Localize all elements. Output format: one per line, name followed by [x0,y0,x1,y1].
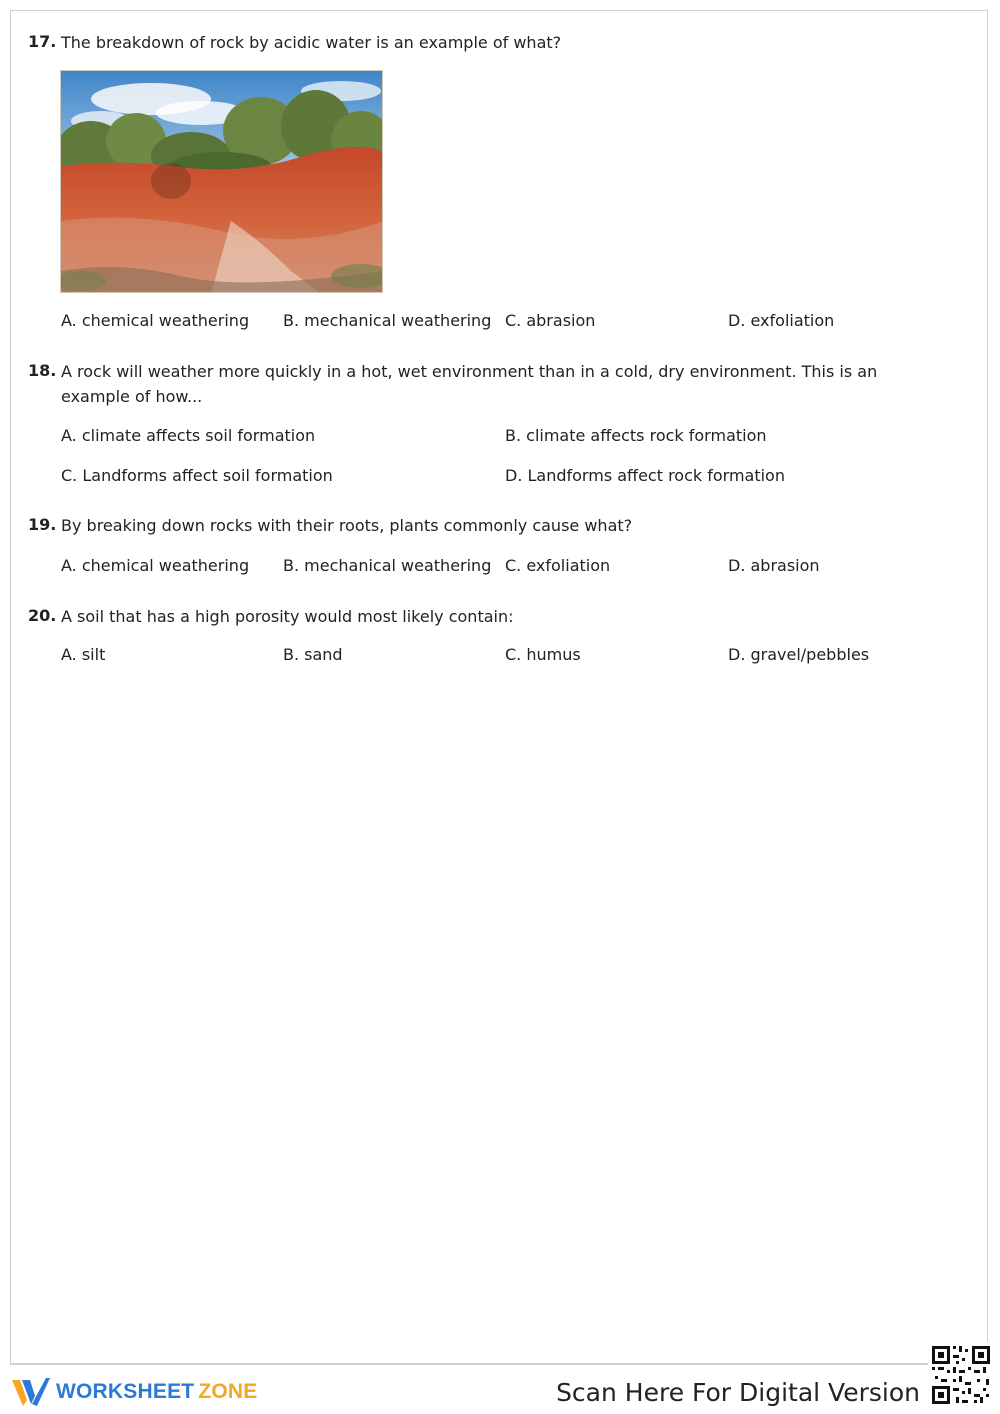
question-17-number: 17. [28,32,57,51]
question-20-number: 20. [28,606,57,625]
question-20-option-b: B. sand [283,645,343,664]
question-20-text: A soil that has a high porosity would most likely contain: [61,607,514,626]
question-19-option-d: D. abrasion [728,556,820,575]
question-20-option-d: D. gravel/pebbles [728,645,870,664]
question-19-option-b: B. mechanical weathering [283,556,492,575]
question-17-text: The breakdown of rock by acidic water is an example of what? [61,33,562,52]
question-17-option-c: C. abrasion [505,311,596,330]
question-18-option-a: A. climate affects soil formation [61,426,316,445]
logo-text-worksheet: WORKSHEET [56,1380,195,1403]
question-18-option-c: C. Landforms affect soil formation [61,466,333,485]
scan-digital-version-text: Scan Here For Digital Version [556,1378,920,1407]
logo-text-zone: ZONE [198,1380,258,1403]
question-18-option-b: B. climate affects rock formation [505,426,767,445]
eroded-soil-bank-photo [60,70,383,293]
question-17-option-a: A. chemical weathering [61,311,250,330]
worksheetzone-logo-icon [10,1374,50,1410]
question-20-option-c: C. humus [505,645,581,664]
question-18-text: A rock will weather more quickly in a hot, wet environment than in a cold, dry environment. This is an example of how... [61,362,878,406]
footer-divider [10,1364,988,1365]
question-19-option-a: A. chemical weathering [61,556,250,575]
question-20-option-a: A. silt [61,645,106,664]
question-17-option-d: D. exfoliation [728,311,835,330]
question-17-option-b: B. mechanical weathering [283,311,492,330]
question-18-option-d: D. Landforms affect rock formation [505,466,785,485]
question-19-option-c: C. exfoliation [505,556,611,575]
question-18-number: 18. [28,361,57,380]
question-19-text: By breaking down rocks with their roots, plants commonly cause what? [61,516,633,535]
qr-code[interactable] [928,1342,994,1408]
question-19-number: 19. [28,515,57,534]
worksheetzone-logo [10,1374,257,1410]
